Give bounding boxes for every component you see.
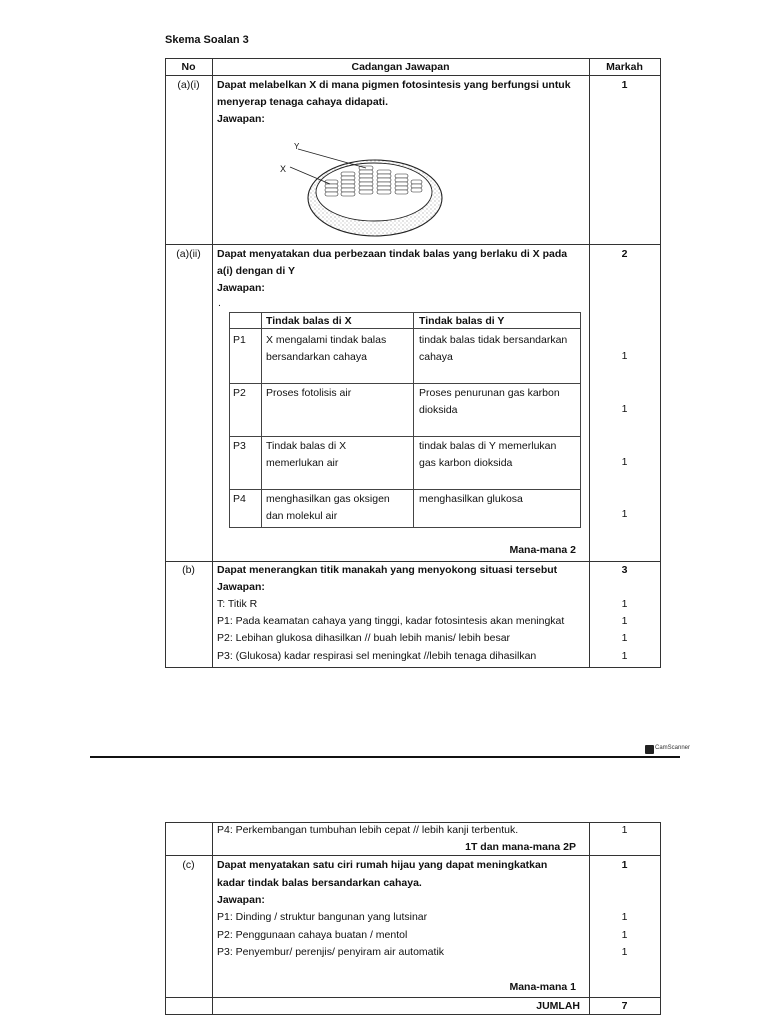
point-label: P2 <box>233 387 246 399</box>
point-y-text: Proses penurunan gas karbon <box>419 387 560 399</box>
total-value: 7 <box>621 1000 628 1012</box>
question-b: Dapat menerangkan titik manakah yang menyokong situasi tersebut <box>217 564 558 576</box>
selection-note-b: 1T dan mana-mana 2P <box>465 841 576 853</box>
answer-mark-b: 1 <box>621 615 628 627</box>
point-mark: 1 <box>621 508 628 520</box>
total-label: JUMLAH <box>536 1000 580 1012</box>
any-two-note: Mana-mana 2 <box>509 544 576 556</box>
question-a-i-line1: Dapat melabelkan X di mana pigmen fotosintesis yang berfungsi untuk <box>217 79 571 91</box>
row-no-b: (b) <box>182 564 195 576</box>
question-c-line2: kadar tindak balas bersandarkan cahaya. <box>217 877 422 889</box>
header-no: No <box>181 61 196 73</box>
answer-mark-b-p4: 1 <box>621 824 628 836</box>
point-x-text: Tindak balas di X <box>266 440 347 452</box>
table-rule <box>165 58 661 59</box>
row-no-a-ii: (a)(ii) <box>176 248 201 260</box>
answer-mark-b: 1 <box>621 632 628 644</box>
answer-line-b: T: Titik R <box>217 598 258 610</box>
any-one-note: Mana-mana 1 <box>509 981 576 993</box>
row-no-c: (c) <box>182 859 195 871</box>
point-y-text: menghasilkan glukosa <box>419 493 523 505</box>
answer-line-b: P3: (Glukosa) kadar respirasi sel meningkat //lebih tenaga dihasilkan <box>217 650 537 662</box>
answer-label-a-i: Jawapan: <box>217 113 265 125</box>
scanner-logo-text: CamScanner <box>655 745 691 751</box>
answer-label-b: Jawapan: <box>217 581 265 593</box>
row-no-a-i: (a)(i) <box>177 79 200 91</box>
diagram-label-x: X <box>280 164 287 174</box>
point-label: P3 <box>233 440 246 452</box>
stray-dot: . <box>218 297 221 309</box>
point-x-text: X mengalami tindak balas <box>266 334 387 346</box>
answer-mark-b-extra: 1 <box>621 650 628 662</box>
table-rule <box>660 58 661 668</box>
question-a-ii-line1: Dapat menyatakan dua perbezaan tindak balas yang berlaku di X pada <box>217 248 568 260</box>
answer-mark-c: 1 <box>621 929 628 941</box>
answer-line-b: P2: Lebihan glukosa dihasilkan // buah lebih manis/ lebih besar <box>217 632 511 644</box>
answer-line-c: P2: Penggunaan cahaya buatan / mentol <box>217 929 408 941</box>
mark-a-i: 1 <box>621 79 628 91</box>
point-label: P4 <box>233 493 246 505</box>
table-rule <box>212 58 213 668</box>
point-mark: 1 <box>621 350 628 362</box>
label-line-y <box>298 149 366 168</box>
point-x-text: memerlukan air <box>266 457 339 469</box>
point-y-text: tindak balas di Y memerlukan <box>419 440 557 452</box>
header-marks: Markah <box>606 61 643 73</box>
point-mark: 1 <box>621 403 628 415</box>
table-rule <box>165 58 166 668</box>
table-rule <box>165 561 661 562</box>
point-y-text: cahaya <box>419 351 453 363</box>
point-mark: 1 <box>621 456 628 468</box>
table-rule <box>165 75 661 76</box>
inner-header-y: Tindak balas di Y <box>419 315 505 327</box>
answer-mark-b: 1 <box>621 598 628 610</box>
header-answer: Cadangan Jawapan <box>351 61 450 73</box>
answer-label-a-ii: Jawapan: <box>217 282 265 294</box>
inner-header-x: Tindak balas di X <box>266 315 352 327</box>
question-a-ii-line2: a(i) dengan di Y <box>217 265 295 277</box>
answer-mark-c: 1 <box>621 911 628 923</box>
mark-c: 1 <box>621 859 628 871</box>
answer-line-c: P3: Penyembur/ perenjis/ penyiram air automatik <box>217 946 445 958</box>
point-y-text: dioksida <box>419 404 458 416</box>
mark-b: 3 <box>621 564 628 576</box>
table-rule <box>165 667 661 668</box>
page-title: Skema Soalan 3 <box>165 34 249 46</box>
answer-line-b: P1: Pada keamatan cahaya yang tinggi, kadar fotosintesis akan meningkat <box>217 615 565 627</box>
answer-line-c: P1: Dinding / struktur bangunan yang lutsinar <box>217 911 428 923</box>
diagram-label-y: Y <box>294 142 300 151</box>
mark-a-ii: 2 <box>621 248 628 260</box>
answer-line-b-p4: P4: Perkembangan tumbuhan lebih cepat // lebih kanji terbentuk. <box>217 824 519 836</box>
point-y-text: gas karbon dioksida <box>419 457 513 469</box>
table-rule <box>589 58 590 668</box>
page-divider <box>90 756 680 758</box>
point-x-text: bersandarkan cahaya <box>266 351 367 363</box>
question-a-i-line2: menyerap tenaga cahaya didapati. <box>217 96 388 108</box>
question-c-line1: Dapat menyatakan satu ciri rumah hijau yang dapat meningkatkan <box>217 859 548 871</box>
point-x-text: dan molekul air <box>266 510 338 522</box>
scanner-logo-icon <box>645 745 654 754</box>
table-rule <box>165 244 661 245</box>
point-label: P1 <box>233 334 246 346</box>
point-y-text: tindak balas tidak bersandarkan <box>419 334 568 346</box>
point-x-text: Proses fotolisis air <box>266 387 352 399</box>
point-x-text: menghasilkan gas oksigen <box>266 493 390 505</box>
answer-label-c: Jawapan: <box>217 894 265 906</box>
answer-mark-c: 1 <box>621 946 628 958</box>
